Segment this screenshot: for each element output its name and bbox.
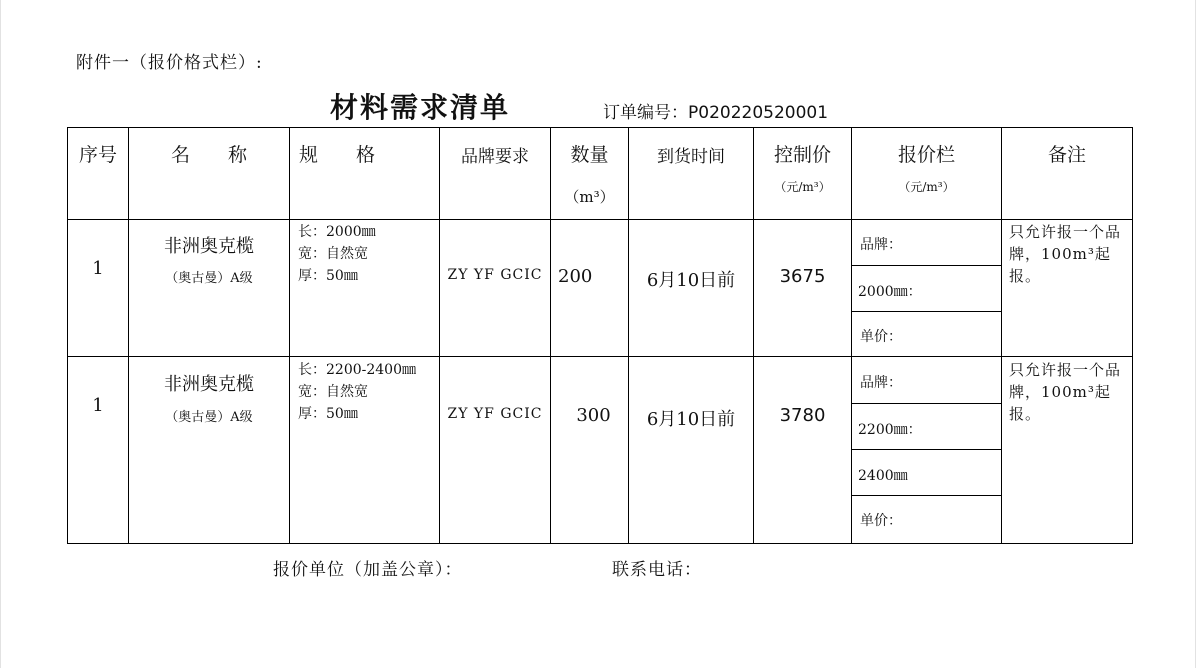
header-seq: 序号 xyxy=(78,144,117,166)
quote-cell-divider xyxy=(852,495,1001,496)
header-control-price: 控制价 xyxy=(773,144,831,166)
row2-spec-length: 长：2200-2400㎜ xyxy=(298,362,416,378)
row2-quote-unit-price: 单价： xyxy=(860,513,902,529)
row1-brand: ZY YF GCIC xyxy=(447,267,543,283)
row1-delivery: 6月10日前 xyxy=(646,270,736,291)
row2-quote-length-2200: 2200㎜： xyxy=(858,422,922,438)
material-requirement-table xyxy=(67,127,1133,544)
row2-spec-width: 宽：自然宽 xyxy=(298,384,368,400)
row2-delivery: 6月10日前 xyxy=(646,409,736,430)
row2-quote-length-2400: 2400㎜ xyxy=(858,468,908,484)
header-delivery-time: 到货时间 xyxy=(657,147,725,167)
row-divider xyxy=(68,356,1132,357)
row1-spec-length: 长：2000㎜ xyxy=(298,224,376,240)
header-quantity: 数量 xyxy=(570,144,609,166)
header-control-price-unit: （元/m³） xyxy=(774,180,831,194)
document-title: 材料需求清单 xyxy=(330,91,511,124)
grid-line xyxy=(289,128,290,543)
footer-phone-label: 联系电话： xyxy=(612,560,702,580)
row1-remark: 只允许报一个品牌，100m³起报。 xyxy=(1009,223,1122,285)
row2-control-price: 3780 xyxy=(779,405,826,426)
header-spec: 规 格 xyxy=(299,144,376,166)
row1-quote-brand: 品牌： xyxy=(860,237,902,253)
row2-quantity: 300 xyxy=(576,405,611,426)
page-edge-left xyxy=(0,0,1,668)
header-remark: 备注 xyxy=(1047,144,1086,166)
row2-name: 非洲奥克榄 xyxy=(164,374,254,395)
grid-line xyxy=(128,128,129,543)
grid-line xyxy=(439,128,440,543)
row2-quote-brand: 品牌： xyxy=(860,375,902,391)
row2-brand: ZY YF GCIC xyxy=(447,406,543,422)
grid-line xyxy=(628,128,629,543)
header-quote-unit: （元/m³） xyxy=(898,180,955,194)
row2-name-sub: （奥古曼）A级 xyxy=(165,410,253,425)
row2-remark: 只允许报一个品牌，100m³起报。 xyxy=(1009,361,1122,423)
row1-quantity: 200 xyxy=(558,266,593,287)
row1-name-sub: （奥古曼）A级 xyxy=(165,271,253,286)
header-quote: 报价栏 xyxy=(897,144,955,166)
row1-spec-width: 宽：自然宽 xyxy=(298,246,368,262)
attachment-label: 附件一（报价格式栏）: xyxy=(76,53,263,73)
header-brand-requirement: 品牌要求 xyxy=(461,147,529,167)
order-number: 订单编号：P020220520001 xyxy=(603,103,829,123)
quote-cell-divider xyxy=(852,311,1001,312)
footer-quoting-unit-label: 报价单位（加盖公章）： xyxy=(273,560,463,580)
quote-cell-divider xyxy=(852,403,1001,404)
grid-line xyxy=(1001,128,1002,543)
quote-cell-divider xyxy=(852,265,1001,266)
header-name: 名 称 xyxy=(170,144,247,166)
header-quantity-unit: （m³） xyxy=(564,188,615,206)
row-divider xyxy=(68,219,1132,220)
row2-spec-thickness: 厚：50㎜ xyxy=(298,406,358,422)
row1-seq: 1 xyxy=(92,258,104,279)
row2-seq: 1 xyxy=(92,395,104,416)
quote-cell-divider xyxy=(852,449,1001,450)
row1-name: 非洲奥克榄 xyxy=(164,236,254,257)
row1-spec-thickness: 厚：50㎜ xyxy=(298,268,358,284)
row1-quote-unit-price: 单价： xyxy=(860,329,902,345)
row1-quote-length: 2000㎜： xyxy=(858,284,922,300)
row1-control-price: 3675 xyxy=(779,266,826,287)
